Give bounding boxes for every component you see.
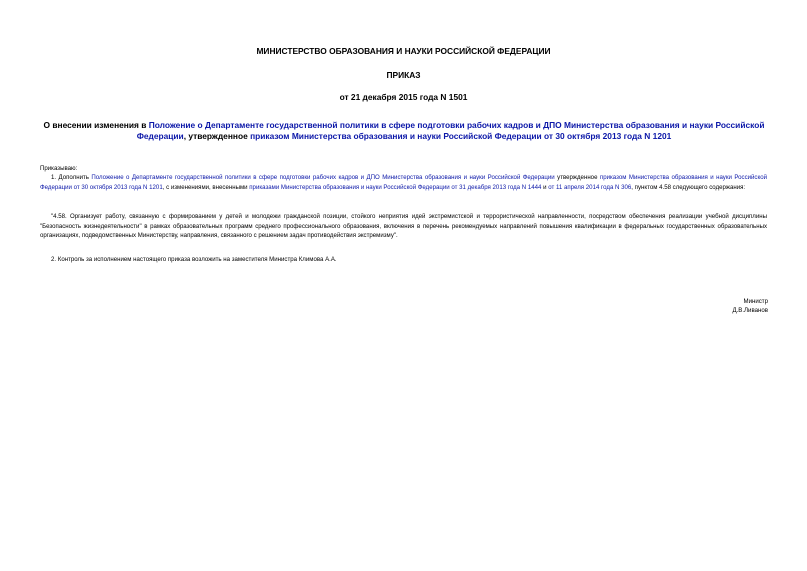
subject-mid: , утвержденное: [183, 131, 251, 141]
document-date-number: от 21 декабря 2015 года N 1501: [339, 92, 468, 102]
order-item-1: [40, 173, 767, 192]
item1-mid3: и: [541, 183, 549, 191]
item1-suffix: , пунктом 4.58 следующего содержания:: [631, 183, 746, 191]
item1-mid1: утвержденное: [554, 174, 600, 181]
document-type: ПРИКАЗ: [386, 70, 421, 80]
quoted-clause-4-58: "4.58. Организует работу, связанную с формированием у детей и молодежи гражданской позиции, стойкого неприятия идей экстремистской и террористической направленности, посредством обеспечения реализации учебной дисциплины "Безопасность жизнедеятельности" в рамках образовательных программ среднего профессионального образования, включения в перечень рекомендуемых направлений повышения квалификации в федеральных государственных образовательных организациях, подведомственных Министерству, направления, связанного с решением задач противодействия экстремизму".: [40, 213, 767, 240]
document-subject: [40, 120, 768, 142]
ministry-name: МИНИСТЕРСТВО ОБРАЗОВАНИЯ И НАУКИ РОССИЙСКОЙ ФЕДЕРАЦИИ: [256, 46, 551, 56]
signatory-name: Д.В.Ливанов: [732, 307, 768, 314]
signatory-title: Министр: [743, 298, 768, 305]
item1-link-order-306[interactable]: от 11 апреля 2014 года N 306: [548, 183, 632, 191]
subject-link-order[interactable]: приказом Министерства образования и науки Российской Федерации от 30 октября 2013 года N 1201: [250, 131, 672, 141]
item1-link-regulation[interactable]: Положение о Департаменте государственной политики в сфере подготовки рабочих кадров и ДПО Министерства образования и науки Российской Федерации: [91, 174, 555, 181]
order-intro: Приказываю:: [40, 165, 78, 172]
subject-prefix: О внесении изменения в: [43, 120, 149, 130]
item1-mid2: , с изменениями, внесенными: [162, 183, 250, 191]
order-item-2: 2. Контроль за исполнением настоящего приказа возложить на заместителя Министра Климова А.А.: [51, 256, 337, 263]
item1-link-order-1201[interactable]: приказом Министерства образования и науки Российской Федерации от 30 октября 2013 года N 1201: [40, 174, 768, 191]
subject-link-regulation[interactable]: Положение о Департаменте государственной политики в сфере подготовки рабочих кадров и ДПО Министерства образования и науки Российской Федерации: [136, 120, 765, 141]
item1-prefix: 1. Дополнить: [51, 174, 92, 181]
item1-link-order-1444[interactable]: приказами Министерства образования и науки Российской Федерации от 31 декабря 2013 года N 1444: [249, 183, 542, 191]
